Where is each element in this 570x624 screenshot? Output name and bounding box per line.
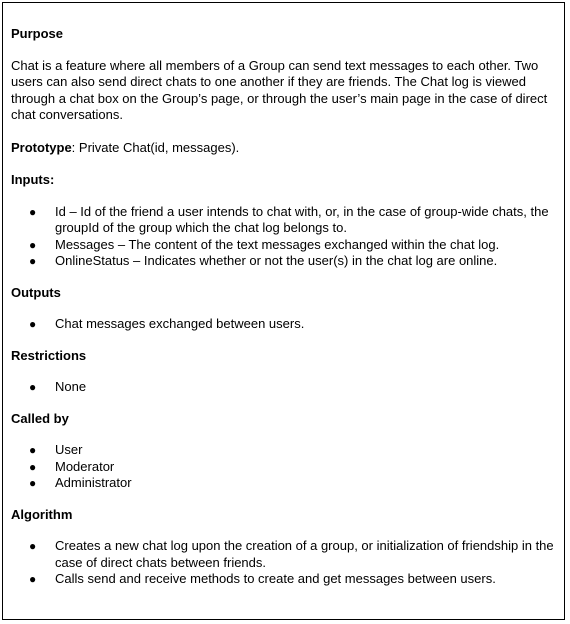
bullet-icon: ●: [29, 204, 37, 219]
caller-user: User: [55, 442, 83, 457]
bullet-icon: ●: [29, 317, 37, 331]
inputs-heading: Inputs:: [11, 172, 55, 187]
bullet-icon: ●: [29, 572, 37, 586]
outputs-list: [11, 316, 556, 333]
algorithm-list: [11, 538, 556, 588]
inputs-list: [11, 204, 556, 270]
outputs-heading: Outputs: [11, 284, 61, 300]
restriction-item: None: [55, 379, 87, 394]
called-by-heading: Called by: [11, 410, 69, 426]
caller-moderator: Moderator: [55, 458, 115, 474]
list-item: [11, 459, 556, 476]
list-item: [11, 475, 556, 492]
purpose-heading: Purpose: [11, 26, 64, 41]
list-item: [11, 237, 556, 254]
prototype-text: : Private Chat(id, messages).: [71, 139, 240, 155]
algorithm-heading: Algorithm: [11, 506, 73, 522]
list-item: [11, 442, 556, 459]
list-item: [11, 253, 556, 270]
bullet-icon: ●: [29, 476, 37, 490]
list-item: [11, 204, 556, 237]
bullet-icon: ●: [29, 539, 37, 553]
input-item-messages: Messages – The content of the text messages exchanged within the chat log.: [55, 236, 500, 252]
input-item-id: Id – Id of the friend a user intends to chat with, or, in the case of group-wide chats, the groupId of the group which the chat log belongs to.: [55, 203, 549, 235]
bullet-icon: ●: [29, 443, 37, 457]
bullet-icon: ●: [29, 380, 37, 394]
list-item: [11, 571, 556, 588]
purpose-text: Chat is a feature where all members of a Group can send text messages to each other. Two users can also send direct chats to one another if they are friends. The Chat log is viewed through a chat box on the Group’s page, or through the user’s main page in the case of direct chat conversations.: [11, 57, 548, 122]
restrictions-heading: Restrictions: [11, 347, 87, 363]
output-item: Chat messages exchanged between users.: [55, 316, 305, 331]
algorithm-step-2: Calls send and receive methods to create and get messages between users.: [55, 571, 496, 586]
bullet-icon: ●: [29, 254, 37, 268]
list-item: [11, 379, 556, 396]
restrictions-list: [11, 379, 556, 396]
called-by-list: [11, 442, 556, 492]
caller-administrator: Administrator: [55, 475, 132, 490]
list-item: [11, 538, 556, 571]
prototype-label: Prototype: [11, 139, 72, 155]
input-item-onlinestatus: OnlineStatus – Indicates whether or not the user(s) in the chat log are online.: [55, 253, 498, 268]
bullet-icon: ●: [29, 459, 37, 474]
function-spec-document: [2, 2, 565, 620]
bullet-icon: ●: [29, 237, 37, 252]
list-item: [11, 316, 556, 333]
algorithm-step-1: Creates a new chat log upon the creation of a group, or initialization of friendship in the case of direct chats between friends.: [55, 538, 554, 570]
prototype-line: [11, 140, 556, 157]
